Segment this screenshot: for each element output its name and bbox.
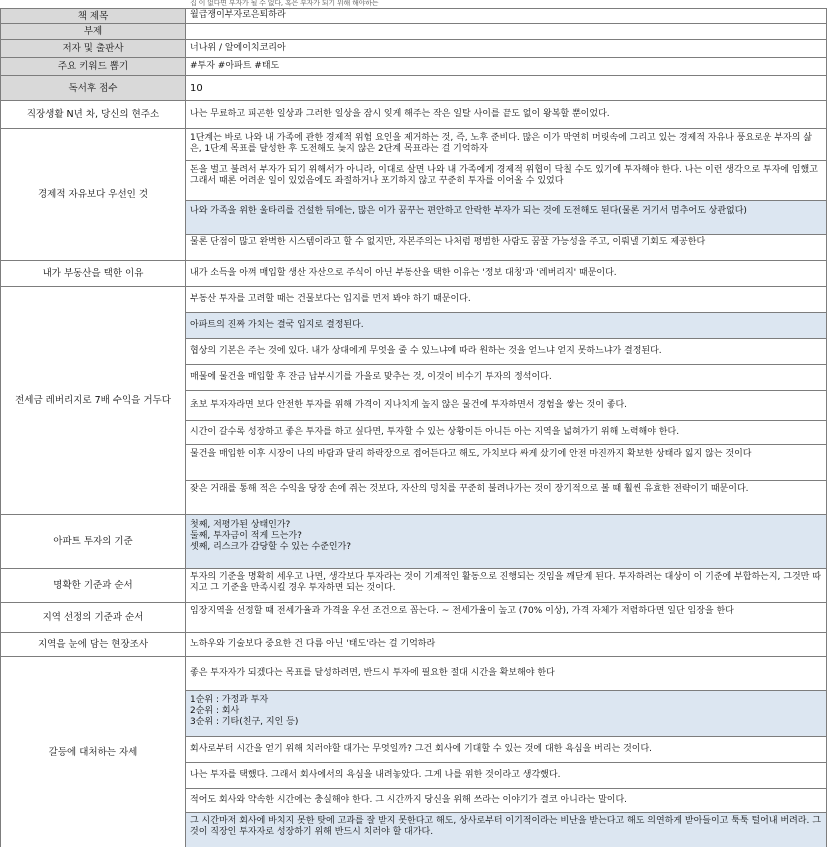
value-subtitle [186, 24, 827, 39]
priority-line: 2순위 : 회사 [190, 706, 240, 716]
label-clear: 명확한 기준과 순서 [0, 569, 186, 602]
conflict-item: 나는 투자를 택했다. 그래서 회사에서의 욕심을 내려놓았다. 그게 나를 위한 것이라고 생각했다. [186, 763, 827, 789]
label-score: 독서후 점수 [0, 76, 186, 100]
priority-list [186, 691, 827, 737]
criteria-list [186, 515, 827, 568]
label-author: 저자 및 출판사 [0, 40, 186, 57]
row-author [0, 40, 827, 58]
leverage-item: 아파트의 진짜 가치는 결국 입지로 결정된다. [186, 313, 827, 339]
priority-line: 1순위 : 가정과 투자 [190, 695, 269, 705]
label-subtitle: 부제 [0, 24, 186, 39]
conflict-item: 회사로부터 시간을 얻기 위해 치러야할 대가는 무엇일까? 그건 회사에 기대할 수 있는 것에 대한 욕심을 버리는 것이다. [186, 737, 827, 763]
row-realestate [0, 261, 827, 287]
value-score: 10 [186, 76, 827, 100]
value-realestate: 내가 소득을 아껴 매입할 생산 자산으로 주식이 아닌 부동산을 택한 이유는 '정보 대칭'과 '레버리지' 때문이다. [186, 261, 827, 286]
label-address: 직장생활 N년 차, 당신의 현주소 [0, 101, 186, 128]
leverage-item: 협상의 기본은 주는 것에 있다. 내가 상대에게 무엇을 줄 수 있느냐에 따라 원하는 것을 얻느냐 얻지 못하느냐가 결정된다. [186, 339, 827, 365]
value-keywords: #투자 #아파트 #태도 [186, 58, 827, 75]
top-fragment-text: 집 이 없다면 부자가 될 수 없다, 혹은 부자가 되기 위해 해야하는 [190, 0, 379, 7]
leverage-item: 초보 투자자라면 보다 안전한 투자를 위해 가격이 지나치게 높지 않은 물건에 투자하면서 경험을 쌓는 것이 좋다. [186, 391, 827, 421]
row-criteria [0, 515, 827, 569]
leverage-item: 매물에 물건을 매입할 후 잔금 납부시기를 가을로 맞추는 것, 이것이 비수기 투자의 정석이다. [186, 365, 827, 391]
label-title: 책 제목 [0, 9, 186, 23]
row-address [0, 101, 827, 129]
row-freedom [0, 129, 827, 261]
value-clear: 투자의 기준을 명확히 세우고 나면, 생각보다 투자라는 것이 기계적인 활동으로 진행되는 것임을 깨닫게 된다. 투자하려는 대상이 이 기준에 부합하는지, 그것만 따지고 그 기준을 만족시킬 경우 투자하면 되는 것이다. [186, 569, 827, 602]
criteria-line: 셋째, 리스크가 감당할 수 있는 수준인가? [190, 542, 352, 552]
row-conflict [0, 657, 827, 847]
label-criteria: 아파트 투자의 기준 [0, 515, 186, 568]
label-fieldwork: 지역을 눈에 담는 현장조사 [0, 633, 186, 656]
leverage-item: 잦은 거래를 통해 적은 수익을 당장 손에 쥐는 것보다, 자산의 덩치를 꾸준히 불려나가는 것이 장기적으로 볼 때 훨씬 유효한 전략이기 때문이다. [186, 481, 827, 515]
value-address: 나는 무료하고 피곤한 일상과 그러한 일상을 잠시 잊게 해주는 작은 일탈 사이를 끝도 없이 왕복할 뿐이었다. [186, 101, 827, 128]
value-fieldwork: 노하우와 기술보다 중요한 건 다름 아닌 '태도'라는 걸 기억하라 [186, 633, 827, 656]
label-leverage: 전세금 레버리지로 7배 수익을 거두다 [0, 287, 186, 514]
conflict-item: 좋은 투자자가 되겠다는 목표를 달성하려면, 반드시 투자에 필요한 절대 시간을 확보해야 한다 [186, 657, 827, 691]
leverage-item: 물건을 매입한 이후 시장이 나의 바람과 달리 하락장으로 접어든다고 해도, 가치보다 싸게 샀기에 안전 마진까지 확보한 상태라 잃지 않는 것이다 [186, 445, 827, 481]
freedom-item: 돈을 벌고 불려서 부자가 되기 위해서가 아니라, 이대로 살면 나와 내 가족에게 경제적 위협이 닥칠 수도 있기에 투자해야 한다. 나는 이런 생각으로 투자에 임했고 그래서 때론 어려운 일이 있었음에도 좌절하거나 포기하지 않고 꾸준히 투자를 이어올 수 있었다 [186, 161, 827, 201]
criteria-line: 첫째, 저평가된 상태인가? [190, 520, 291, 530]
row-keywords [0, 58, 827, 76]
leverage-item: 부동산 투자를 고려할 때는 건물보다는 입지를 먼저 봐야 하기 때문이다. [186, 287, 827, 313]
priority-line: 3순위 : 기타(친구, 지인 등) [190, 717, 299, 727]
conflict-item: 적어도 회사와 약속한 시간에는 충실해야 한다. 그 시간까지 당신을 위해 쓰라는 이야기가 결코 아니라는 말이다. [186, 789, 827, 813]
label-keywords: 주요 키워드 뽑기 [0, 58, 186, 75]
value-region: 임장지역을 선정할 때 전세가율과 가격을 우선 조건으로 꼽는다. ~ 전세가율이 높고 (70% 이상), 가격 자체가 저렴하다면 일단 임장을 한다 [186, 603, 827, 632]
freedom-item: 물론 단점이 많고 완벽한 시스템이라고 할 수 없지만, 자본주의는 나처럼 평범한 사람도 꿈꿀 가능성을 주고, 이뤄낼 기회도 제공한다 [186, 235, 827, 261]
leverage-item: 시간이 갈수록 성장하고 좋은 투자를 하고 싶다면, 투자할 수 있는 상황이든 아니든 아는 지역을 넓혀가기 위해 노력해야 한다. [186, 421, 827, 445]
top-cut-strip [0, 0, 827, 8]
row-region [0, 603, 827, 633]
row-fieldwork [0, 633, 827, 657]
row-clear [0, 569, 827, 603]
row-title [0, 8, 827, 24]
row-leverage [0, 287, 827, 515]
label-realestate: 내가 부동산을 택한 이유 [0, 261, 186, 286]
criteria-line: 둘째, 투자금이 적게 드는가? [190, 531, 302, 541]
label-conflict: 갈등에 대처하는 자세 [0, 657, 186, 847]
label-region: 지역 선정의 기준과 순서 [0, 603, 186, 632]
freedom-item: 나와 가족을 위한 울타리를 건설한 뒤에는, 많은 이가 꿈꾸는 편안하고 안락한 부자가 되는 것에 도전해도 된다(물론 거기서 멈추어도 상관없다) [186, 201, 827, 235]
value-title: 월급쟁이부자로은퇴하라 [186, 9, 827, 23]
row-subtitle [0, 24, 827, 40]
freedom-item: 1단계는 바로 나와 내 가족에 관한 경제적 위험 요인을 제거하는 것, 즉, 노후 준비다. 많은 이가 막연히 머릿속에 그리고 있는 경제적 자유나 풍요로운 부자의 삶은, 1단계 목표를 달성한 후 도전해도 늦지 않은 2단계 목표라는 걸 기억하자 [186, 129, 827, 161]
label-freedom: 경제적 자유보다 우선인 것 [0, 129, 186, 260]
row-score [0, 76, 827, 101]
value-author: 너나위 / 알에이치코리아 [186, 40, 827, 57]
conflict-item: 그 시간마저 회사에 바치지 못한 탓에 고과를 잘 받지 못한다고 해도, 상사로부터 이기적이라는 비난을 받는다고 해도 의연하게 받아들이고 툭툭 털어내 버려라. 그것이 직장인 투자자로 성장하기 위해 반드시 치러야 할 대가다. [186, 813, 827, 847]
